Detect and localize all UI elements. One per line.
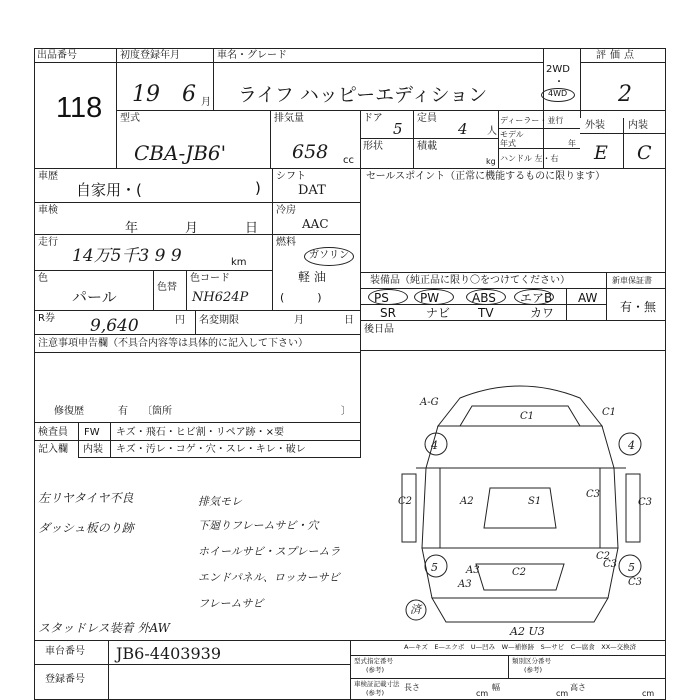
- mileage-unit: km: [231, 257, 247, 268]
- tire-mark: 5: [431, 561, 438, 574]
- color-code-label: 色コード: [190, 273, 230, 284]
- door-value: 5: [393, 120, 403, 138]
- shift-label: シフト: [276, 171, 306, 182]
- lot-number: 118: [56, 92, 103, 124]
- color-label: 色: [38, 273, 48, 284]
- model-label: 型式: [120, 113, 140, 124]
- rating-value: 2: [618, 82, 632, 107]
- dealer-label: ディーラー・並行: [500, 116, 564, 125]
- dims-length-unit: cm: [476, 689, 489, 698]
- diagram-label: S1: [528, 496, 542, 507]
- car-name-value: ライフ ハッピーエディション: [238, 84, 488, 106]
- dealer-year-unit: 年: [568, 139, 576, 148]
- diagram-label: C1: [602, 407, 617, 418]
- first-registration-month: 6: [182, 82, 196, 107]
- rating-label: 評価点: [596, 50, 638, 61]
- warranty-label: 新車保証書: [612, 276, 652, 285]
- dealer-model-year: 年式: [500, 139, 516, 148]
- history-close: ): [255, 179, 261, 197]
- equipment-item: エアB: [520, 291, 553, 305]
- fuel-label: 燃料: [276, 237, 296, 248]
- interior-label: 内装: [628, 120, 648, 131]
- first-registration-year: 19: [132, 82, 160, 107]
- car-name-label: 車名・グレード: [217, 50, 287, 61]
- diagram-label: C1: [520, 411, 535, 422]
- displacement-value: 658: [292, 141, 329, 163]
- tire-mark: 5: [628, 561, 635, 574]
- fuel-gasoline: ガソリン: [309, 250, 349, 261]
- capacity-value: 4: [458, 120, 468, 138]
- repair-close: 〕: [341, 406, 351, 417]
- color-code-value: NH624P: [192, 290, 249, 305]
- model-value: CBA-JB6': [134, 141, 227, 165]
- dims-width: 幅: [492, 683, 500, 692]
- drive-dot: ・: [554, 77, 564, 88]
- diagram-label: C3: [628, 577, 643, 588]
- dealer-model-label: モデル: [500, 130, 524, 139]
- dims-width-unit: cm: [556, 689, 569, 698]
- drive-2wd: 2WD: [546, 64, 570, 75]
- inspector-row2-head: 内装: [83, 444, 103, 455]
- mileage-value: 14万5千3 9 9: [72, 246, 182, 266]
- equipment-label: 装備品（純正品に限り〇をつけてください）: [370, 275, 570, 286]
- inspector-label: 検査員: [38, 427, 68, 438]
- note-line: 下廻りフレームサビ・穴: [198, 519, 319, 532]
- diagram-stamp: 済: [410, 603, 421, 616]
- note-line: エンドパネル、ロッカーサビ: [198, 571, 340, 584]
- equipment-item: TV: [478, 306, 494, 320]
- first-registration-month-unit: 月: [201, 97, 211, 108]
- recycle-unit: 円: [175, 315, 185, 326]
- equipment-item: SR: [380, 306, 396, 320]
- equipment-item: カワ: [530, 306, 555, 320]
- diagram-label: C3: [638, 497, 653, 508]
- type-designation-sub: (参考): [366, 666, 385, 674]
- sales-point-label: セールスポイント（正常に機能するものに限ります）: [366, 171, 606, 182]
- color-change-label: 色替: [157, 282, 177, 293]
- repair-value: 有: [118, 406, 128, 417]
- load-label: 積載: [417, 141, 437, 152]
- door-label: ドア: [363, 113, 383, 124]
- drive-4wd: 4WD: [548, 89, 568, 98]
- color-value: パール: [72, 288, 117, 306]
- load-unit: kg: [486, 157, 496, 166]
- warranty-value: 有・無: [620, 300, 657, 314]
- history-value: 自家用・(: [76, 181, 142, 199]
- tire-mark: 4: [431, 439, 438, 452]
- tire-mark: 4: [628, 439, 635, 452]
- class-number-sub: (参考): [524, 666, 543, 674]
- note-line: 左リヤタイヤ不良: [38, 491, 134, 505]
- shape-label: 形状: [363, 141, 383, 152]
- dims-sub: (参考): [366, 689, 385, 697]
- fuel-light-oil: 軽 油: [298, 270, 326, 284]
- diagram-label: C2: [596, 551, 611, 562]
- displacement-label: 排気量: [274, 113, 304, 124]
- name-change-label: 名変期限: [199, 315, 239, 326]
- diagram-label: A2: [460, 496, 474, 507]
- first-registration-label: 初度登録年月: [120, 50, 180, 61]
- equipment-item: PW: [420, 291, 440, 305]
- diagram-label: C2: [398, 496, 413, 507]
- recycle-value: 9,640: [90, 316, 139, 336]
- dims-height-unit: cm: [642, 689, 655, 698]
- aircon-value: AAC: [302, 217, 329, 231]
- diagram-label: A3: [458, 579, 472, 590]
- note-line: ホイールサビ・スプレームラ: [198, 545, 341, 558]
- chassis-label: 車台番号: [45, 646, 85, 657]
- inspection-day-unit: 日: [245, 221, 259, 236]
- equipment-item: PS: [374, 291, 389, 305]
- note-line: フレームサビ: [198, 597, 264, 610]
- mileage-label: 走行: [38, 237, 58, 248]
- lot-label: 出品番号: [37, 50, 77, 61]
- fuel-other: ( ): [280, 291, 322, 304]
- notes-header: 注意事項申告欄（不具合内容等は具体的に記入して下さい）: [38, 338, 308, 349]
- dealer-handle: ハンドル 左・右: [500, 154, 559, 163]
- dims-label: 車検証記載寸法: [354, 680, 400, 688]
- equipment-item: ABS: [472, 291, 496, 305]
- name-change-day: 日: [344, 315, 354, 326]
- capacity-label: 定員: [417, 113, 437, 124]
- equipment-item: AW: [578, 291, 598, 305]
- name-change-month: 月: [294, 315, 304, 326]
- diagram-label: C2: [512, 567, 527, 578]
- inspection-month-unit: 月: [185, 221, 199, 236]
- recycle-label: R券: [38, 313, 55, 324]
- chassis-value: JB6-4403939: [116, 644, 222, 663]
- plate-label: 登録番号: [45, 674, 85, 685]
- equipment-item: ナビ: [426, 306, 451, 320]
- diagram-bottom-label: A2 U3: [510, 625, 545, 638]
- diagram-label: A-G: [420, 397, 439, 408]
- class-number-label: 類別区分番号: [512, 657, 551, 665]
- capacity-unit: 人: [487, 126, 497, 137]
- dims-length: 長さ: [404, 683, 420, 692]
- inspector-row1-head: FW: [84, 427, 100, 438]
- aircon-label: 冷房: [276, 205, 296, 216]
- dims-height: 高さ: [570, 683, 586, 692]
- inspector-row1: キズ・飛石・ヒビ割・リペア跡・×要: [116, 427, 284, 438]
- diagram-label: C3: [586, 489, 601, 500]
- diagram-label: A3: [466, 565, 480, 576]
- inspector-record-label: 記入欄: [38, 444, 68, 455]
- aftermarket-label: 後日品: [364, 324, 394, 335]
- interior-value: C: [637, 142, 652, 164]
- inspection-label: 車検: [38, 205, 58, 216]
- exterior-label: 外装: [585, 120, 605, 131]
- studless-note: スタッドレス装着 外AW: [38, 621, 170, 635]
- shift-value: DAT: [298, 183, 326, 198]
- displacement-unit: cc: [343, 155, 354, 166]
- history-label: 車歴: [38, 171, 58, 182]
- diagram-label: C3: [603, 559, 618, 570]
- exterior-value: E: [594, 142, 608, 164]
- repair-place: 〔箇所: [142, 406, 172, 417]
- inspector-row2: キズ・汚レ・コゲ・穴・スレ・キレ・破レ: [116, 444, 306, 455]
- damage-legend: A—キズ E—エクボ U—凹み W—補修跡 S—サビ C—腐食 XX—交換済: [404, 643, 637, 651]
- note-line: ダッシュ板のり跡: [38, 521, 134, 535]
- note-line: 排気モレ: [198, 495, 242, 508]
- repair-label: 修復歴: [54, 406, 84, 417]
- type-designation-label: 型式指定番号: [354, 657, 393, 665]
- inspection-year-unit: 年: [125, 221, 139, 236]
